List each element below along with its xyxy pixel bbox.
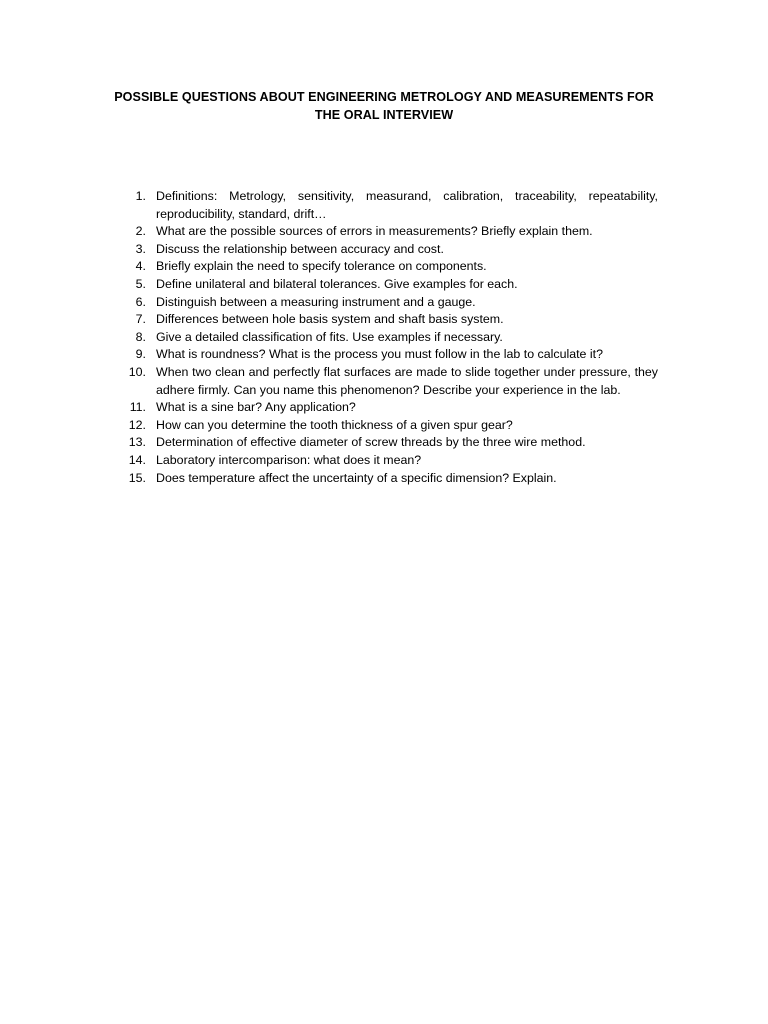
list-item-number: 1. bbox=[135, 189, 146, 203]
list-item-number: 11. bbox=[129, 400, 146, 415]
list-item-text: Does temperature affect the uncertainty of a specific dimension? Explain. bbox=[156, 470, 557, 485]
list-item-number: 9. bbox=[135, 347, 146, 362]
list-item-text: Distinguish between a measuring instrument and a gauge. bbox=[156, 294, 476, 309]
question-list bbox=[124, 188, 658, 487]
list-item-text: Laboratory intercomparison: what does it mean? bbox=[156, 452, 422, 467]
list-item-text: Determination of effective diameter of screw threads by the three wire method. bbox=[156, 435, 586, 450]
list-item-text: Discuss the relationship between accuracy and cost. bbox=[156, 241, 444, 256]
list-item bbox=[124, 346, 658, 364]
document-title bbox=[100, 88, 668, 124]
list-item-number: 13. bbox=[128, 435, 146, 450]
list-item-number: 14. bbox=[128, 452, 146, 467]
list-item-text: How can you determine the tooth thickness of a given spur gear? bbox=[156, 417, 513, 432]
list-item-number: 15. bbox=[128, 470, 146, 485]
title-line-1: POSSIBLE QUESTIONS ABOUT ENGINEERING METROLOGY AND MEASUREMENTS FOR bbox=[114, 90, 654, 104]
list-item bbox=[124, 470, 658, 488]
list-item bbox=[124, 364, 658, 399]
list-item-text: Briefly explain the need to specify tolerance on components. bbox=[156, 259, 487, 274]
list-item-text: What are the possible sources of errors in measurements? Briefly explain them. bbox=[156, 224, 593, 239]
list-item bbox=[124, 276, 658, 294]
title-line-2: THE ORAL INTERVIEW bbox=[314, 108, 454, 122]
list-item bbox=[124, 311, 658, 329]
list-item-text: Define unilateral and bilateral tolerances. Give examples for each. bbox=[156, 276, 518, 291]
list-item-number: 2. bbox=[135, 224, 146, 239]
list-item bbox=[124, 417, 658, 435]
list-item-text: What is a sine bar? Any application? bbox=[156, 400, 356, 415]
list-item-text: What is roundness? What is the process you must follow in the lab to calculate it? bbox=[156, 347, 603, 362]
list-item-number: 10. bbox=[128, 364, 146, 379]
list-item bbox=[124, 223, 658, 241]
list-item bbox=[124, 434, 658, 452]
list-item-text: Definitions: Metrology, sensitivity, measurand, calibration, traceability, repeatability, reproducibility, standard, drift… bbox=[156, 189, 658, 221]
list-item-text: Differences between hole basis system and shaft basis system. bbox=[156, 312, 504, 327]
list-item bbox=[124, 329, 658, 347]
list-item-number: 5. bbox=[135, 276, 146, 291]
list-item-number: 6. bbox=[135, 294, 146, 309]
list-item-number: 7. bbox=[135, 312, 146, 327]
list-item bbox=[124, 294, 658, 312]
list-item-text: Give a detailed classification of fits. Use examples if necessary. bbox=[156, 329, 503, 344]
list-item bbox=[124, 399, 658, 417]
list-item-text: When two clean and perfectly flat surfaces are made to slide together under pressure, they adhere firmly. Can you name this phenomenon? Describe your experience in the lab. bbox=[156, 364, 658, 397]
list-item bbox=[124, 452, 658, 470]
list-item-number: 3. bbox=[135, 241, 146, 256]
list-item-number: 4. bbox=[135, 259, 146, 274]
list-item bbox=[124, 241, 658, 259]
list-item-number: 8. bbox=[135, 329, 146, 344]
list-item bbox=[124, 258, 658, 276]
list-item bbox=[124, 188, 658, 223]
list-item-number: 12. bbox=[128, 417, 146, 432]
